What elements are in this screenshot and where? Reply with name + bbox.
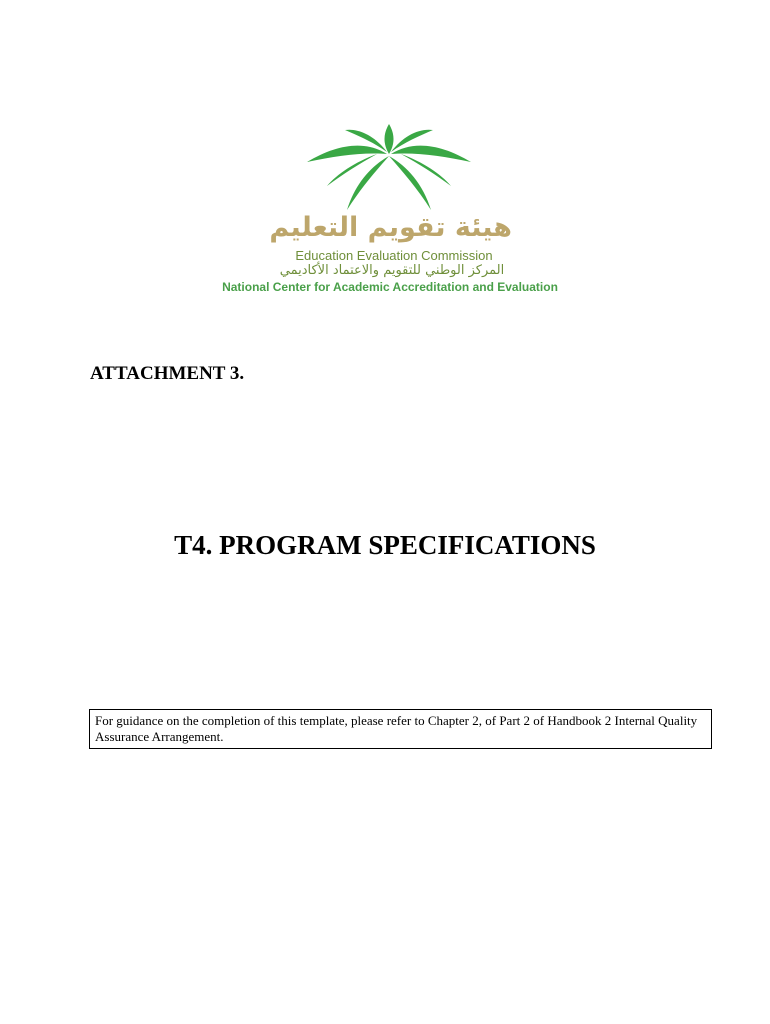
commission-logo [200,120,580,300]
logo-english-name: Education Evaluation Commission [295,248,493,263]
attachment-label: ATTACHMENT 3. [90,363,245,384]
page-title: T4. PROGRAM SPECIFICATIONS [174,530,596,560]
logo-arabic-center: المركز الوطني للتقويم والاعتماد الأكاديمي [279,263,505,278]
logo-arabic-title: هيئة تقويم التعليم [269,212,512,243]
guidance-note: For guidance on the completion of this template, please refer to Chapter 2, of Part 2 of Handbook 2 Internal Quality Assurance Arrangement. [89,709,712,749]
logo-center-name: National Center for Academic Accreditation and Evaluation [222,280,558,294]
palm-leaves-icon [307,124,471,210]
